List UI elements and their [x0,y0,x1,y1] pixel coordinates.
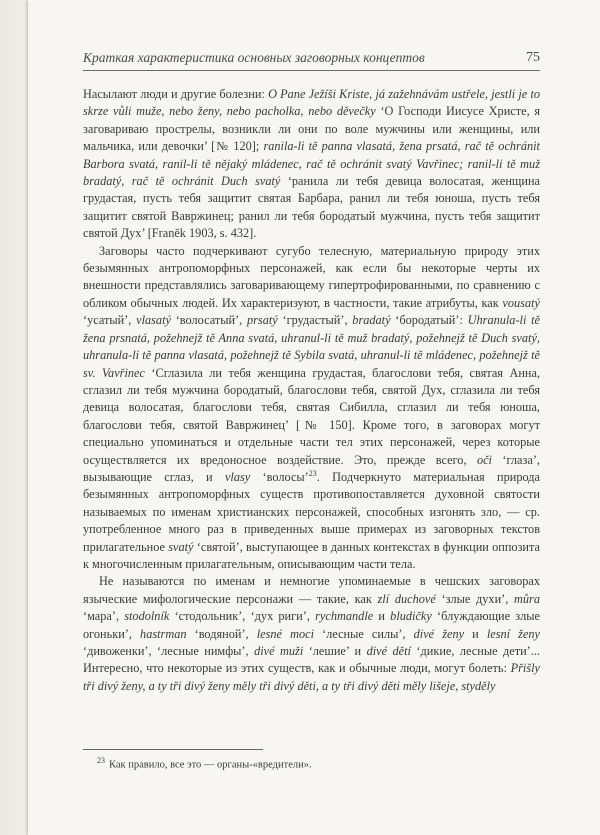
page-gutter [0,0,28,835]
italic-quote: vlasy [224,469,251,484]
text-run: ‘святой’, выступающее в данных контекстах в функции оппозита к многочисленным прилагательным, описывающим части тела. [83,539,540,571]
text-run: ‘лесные силы’, [313,626,414,641]
text-run: ‘усатый’, [83,313,137,328]
italic-quote: Uhranula-li tě žena prsnatá, požehnejž tě Anna svatá, uhranul-li tě muž bradatý, požehnejž tě Duch svatý, uhranula-li tě panna vlasatá, požehnejž tě Sybila svatá, uhranul-li tě mládenec, požehnejž tě sv. Vavřinec [83,313,540,380]
italic-quote: prsatý [247,313,278,328]
footnote-text: Как правило, все это — органы-«вредители». [109,759,312,771]
running-title: Краткая характеристика основных заговорных концептов [83,50,425,65]
text-run: и [373,609,391,624]
running-header [83,48,540,71]
text-run: Не называются по именам и немногие упоминаемые в чешских заговорах языческие мифологические персонажи — такие, как [83,574,540,606]
text-run: ‘дикие, лесные дети’... Интересно, что некоторые из этих существ, как и обычные люди, могут болеть: [83,644,541,676]
footnote-rule [83,749,263,750]
italic-quote: lesní ženy [486,626,541,641]
footnote-number: 23 [97,756,105,765]
text-run: ‘злые духи’, [435,591,515,606]
italic-quote: vousatý [502,295,540,310]
text-run: ‘мара’, [83,609,125,624]
italic-quote: bradatý [352,313,391,328]
paragraph [83,86,540,243]
text-run: ‘блуждающие злые огоньки’, [83,609,541,641]
italic-quote: ranila-li tě panna vlasatá, žena prsatá, rač tě ochránit Barbora svatá, ranil-li tě nějaký mládenec, rač tě ochránit svatý Vavřinec; ranil-li tě muž bradatý, rač tě ochránit Duch svatý [83,139,540,189]
text-run: Заговоры часто подчеркивают сугубо телесную, материальную природу этих безымянных антропоморфных персонажей, как если бы некоторые черты их внешности представлялись заговаривающему гипертрофированными, по сравнению с обликом обычных людей. Их характеризуют, в частности, такие атрибуты, как [83,243,540,310]
text-run: ‘бородатый’: [390,313,468,328]
text-run: ‘О Господи Иисусе Христе, я заговариваю прострелы, возникли ли они по воле мужчины или женщины, или мальчика, или девочки’ [№ 120]; [83,104,541,154]
italic-quote: divé ženy [413,626,465,641]
italic-quote: svatý [168,539,194,554]
paragraph [83,243,540,574]
text-run: ‘волосатый’, [170,313,247,328]
italic-quote: můra [514,591,540,606]
text-run: . Подчеркнуто материальная природа безымянных антропоморфных существ противопоставляется духовной святости называемых по именам христианских персонажей, способных изгонять зло, — ср. употребленное много раз в приведенных выше примерах из заговорных текстов прилагательное [83,469,540,554]
main-text [83,86,540,695]
italic-quote: hastrman [140,626,187,641]
footnote-ref: 23 [308,468,317,478]
italic-quote: bludičky [390,609,432,624]
text-run: ‘волосы’ [250,469,309,484]
text-run: ‘стодольник’, ‘дух риги’, [169,609,316,624]
italic-quote: oči [476,452,492,467]
italic-quote: Přišly tři divý ženy, a ty tři divý ženy měly tři divý děti, a ty tři divý děti měly lišeje, styděly [83,661,540,693]
paragraph [83,573,540,695]
text-run: ‘лешие’ и [303,644,367,658]
italic-quote: lesné moci [256,626,314,641]
italic-quote: O Pane Ježíši Kriste, já zažehnávám ustřele, jestli je to skrze vůli muže, nebo ženy, nebo pacholka, nebo děvečky [83,87,541,119]
italic-quote: zlí duchové [377,591,436,606]
text-run: ‘Сглазила ли тебя женщина грудастая, благослови тебя, святая Анна, сглазил ли тебя мужчина бородатый, благослови тебя, святой Дух, сглазила ли тебя девица волосатая, благослови тебя, святая Сибилла, сглазил ли тебя юноша, благослови тебя, святой Вавржинец’ [№ 150]. Кроме того, в заговорах могут специально упоминаться и отдельные части тел этих персонажей, через которые осуществляется их вредоносное воздействие. Это, прежде всего, [83,365,541,467]
text-run: ‘дивоженки’, ‘лесные нимфы’, [83,644,255,658]
text-run: Насылают люди и другие болезни: [83,87,269,101]
text-run: ‘ранила ли тебя девица волосатая, женщина грудастая, пусть тебя защитит святая Барбара, ранил ли тебя юноша, пусть тебя защитит святой Вавржинец; ранил ли тебя бородатый мужчина, пусть тебя защитит святой Дух’ [Franěk 1903, s. 432]. [83,174,540,241]
text-run: ‘глаза’, вызывающие сглаз, и [83,452,541,484]
footnote [83,754,540,773]
italic-quote: rychmandle [315,609,374,624]
text-run: ‘грудастый’, [277,313,353,328]
page-number: 75 [526,50,540,65]
italic-quote: divé dětí [366,644,411,658]
italic-quote: vlasatý [136,313,171,328]
italic-quote: divé muži [254,644,304,658]
text-run: и [464,626,487,641]
italic-quote: stodolník [124,609,170,624]
text-run: ‘водяной’, [186,626,257,641]
